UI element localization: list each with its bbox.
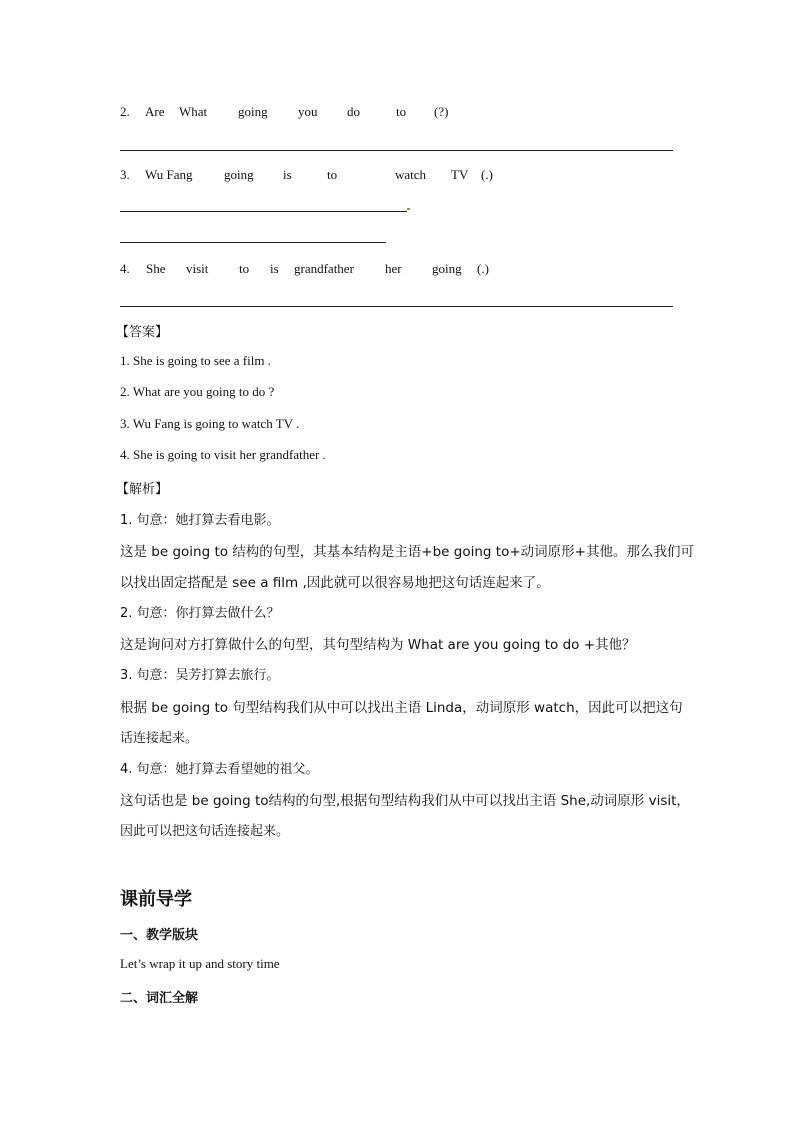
section-title: 课前导学 (120, 889, 192, 910)
question-number: 4. (120, 261, 130, 276)
word-token: to (327, 167, 338, 182)
answer-line (120, 150, 673, 151)
analysis-line: 话连接起来。 (120, 731, 199, 746)
word-token: going (224, 167, 254, 182)
analysis-line: 因此可以把这句话连接起来。 (120, 824, 290, 839)
word-token: She (146, 261, 166, 276)
analysis-line: 以找出固定搭配是 see a film ,因此就可以很容易地把这句话连起来了。 (120, 575, 550, 591)
word-token: Are (145, 104, 165, 119)
word-token: TV (451, 167, 469, 182)
question-number: 2. (120, 104, 130, 119)
word-token: going (238, 104, 268, 119)
word-token: What (179, 104, 208, 119)
word-token: to (239, 261, 250, 276)
word-token: grandfather (294, 261, 354, 276)
answer-item: 1. She is going to see a film . (120, 353, 271, 368)
answer-line (120, 306, 673, 307)
word-token: going (432, 261, 462, 276)
word-token: Wu Fang (145, 167, 193, 182)
analysis-line: 4. 句意：她打算去看望她的祖父。 (120, 762, 319, 777)
word-token: watch (395, 167, 427, 182)
analysis-line: 这是 be going to 结构的句型，其基本结构是主语+be going to+动词原形+其他。那么我们可 (120, 544, 694, 560)
answers-heading: 【答案】 (116, 325, 169, 340)
analysis-line: 这是询问对方打算做什么的句型，其句型结构为 What are you going to do +其他？ (120, 637, 636, 653)
analysis-line: 根据 be going to 句型结构我们从中可以找出主语 Linda，动词原形 watch，因此可以把这句 (120, 700, 683, 716)
word-token: is (270, 261, 279, 276)
answer-item: 4. She is going to visit her grandfather . (120, 447, 326, 462)
edit-mark (407, 208, 410, 210)
word-token: (.) (481, 167, 493, 182)
word-token: you (298, 104, 318, 119)
word-token: visit (186, 261, 209, 276)
word-token: (.) (477, 261, 489, 276)
word-token: her (385, 261, 402, 276)
answer-item: 2. What are you going to do ? (120, 384, 275, 399)
analysis-line: 这句话也是 be going to结构的句型,根据句型结构我们从中可以找出主语 She,动词原形 visit， (120, 793, 690, 809)
subsection-heading: 一、教学版块 (120, 928, 199, 943)
analysis-line: 3. 句意：吴芳打算去旅行。 (120, 668, 280, 683)
word-token: is (283, 167, 292, 182)
answer-line (120, 242, 386, 243)
answer-line (120, 211, 407, 212)
word-token: to (396, 104, 407, 119)
analysis-line: 2. 句意：你打算去做什么？ (120, 606, 280, 621)
word-token: do (347, 104, 360, 119)
subsection-heading: 二、词汇全解 (120, 991, 199, 1006)
analysis-line: 1. 句意：她打算去看电影。 (120, 513, 280, 528)
subsection-text: Let’s wrap it up and story time (120, 956, 280, 971)
question-number: 3. (120, 167, 130, 182)
word-token: (?) (434, 104, 449, 119)
analysis-heading: 【解析】 (116, 482, 169, 497)
answer-item: 3. Wu Fang is going to watch TV . (120, 416, 300, 431)
